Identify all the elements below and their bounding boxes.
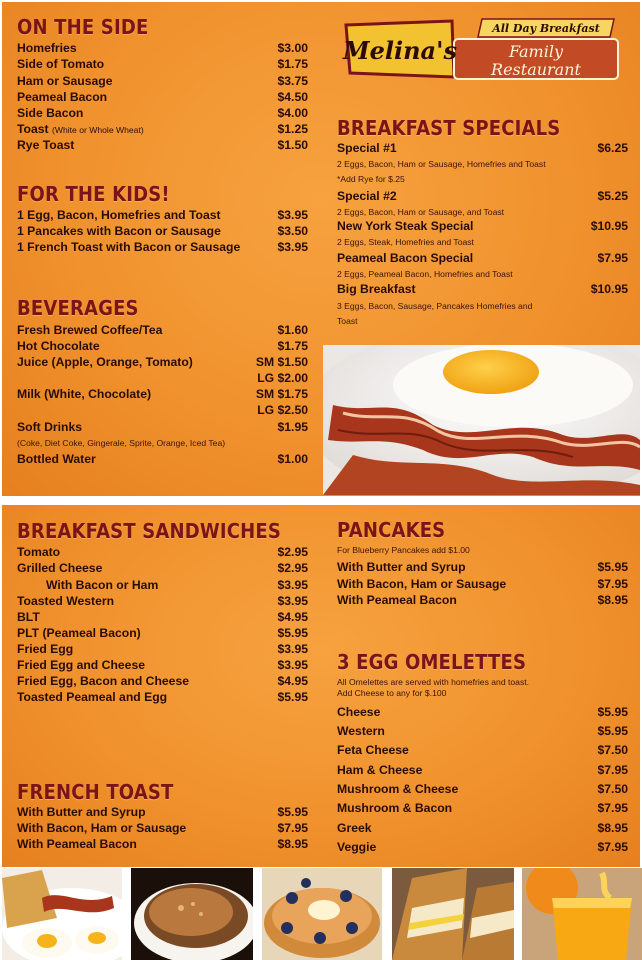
pancakes-note: For Blueberry Pancakes add $1.00 xyxy=(337,545,470,555)
item-price: $3.95 xyxy=(277,240,308,254)
beverages-heading: BEVERAGES xyxy=(17,296,139,320)
list-item: Side Bacon xyxy=(17,106,84,120)
item-price: $1.50 xyxy=(277,138,308,152)
item-price: $7.95 xyxy=(597,840,628,854)
list-item: Big Breakfast xyxy=(337,282,416,296)
logo-tagline: All Day Breakfast xyxy=(492,22,600,35)
list-item: Toasted Peameal and Egg xyxy=(17,690,168,704)
logo-line1: Family xyxy=(509,42,563,61)
list-item: Rye Toast xyxy=(17,138,75,152)
bacon-and-eggs-photo xyxy=(2,868,122,960)
item-price: $7.95 xyxy=(277,821,308,835)
item-description: *Add Rye for $.25 xyxy=(337,174,405,184)
list-item: Mushroom & Cheese xyxy=(337,782,459,796)
list-item: Western xyxy=(337,724,385,738)
item-price: $7.95 xyxy=(597,577,628,591)
blueberry-pancakes-photo xyxy=(262,868,382,960)
grilled-sandwich-photo xyxy=(392,868,514,960)
list-item: Special #1 xyxy=(337,141,397,155)
item-price: $3.95 xyxy=(277,578,308,592)
item-price: $8.95 xyxy=(597,593,628,607)
item-price: $10.95 xyxy=(590,219,628,233)
logo-name: Melina's xyxy=(343,36,457,65)
coffee-cup-photo xyxy=(131,868,253,960)
list-item: Peameal Bacon Special xyxy=(337,251,474,265)
list-item: Special #2 xyxy=(337,189,397,203)
item-price: $5.95 xyxy=(597,560,628,574)
omelettes-note: All Omelettes are served with homefries and toast. xyxy=(337,677,530,687)
item-price: $1.25 xyxy=(277,122,308,136)
list-item: With Peameal Bacon xyxy=(17,837,137,851)
list-item: Fried Egg and Cheese xyxy=(17,658,145,672)
item-price: $6.25 xyxy=(597,141,628,155)
item-price-large: LG $2.50 xyxy=(257,403,308,417)
item-price-large: LG $2.00 xyxy=(257,371,308,385)
list-item: Fresh Brewed Coffee/Tea xyxy=(17,323,163,337)
omelettes-heading: 3 EGG OMELETTES xyxy=(337,650,527,674)
item-price: $7.50 xyxy=(597,782,628,796)
list-item: Cheese xyxy=(337,705,381,719)
list-item: With Peameal Bacon xyxy=(337,593,457,607)
list-item: 1 French Toast with Bacon or Sausage xyxy=(17,240,241,254)
item-price: $7.50 xyxy=(597,743,628,757)
list-item: Fried Egg, Bacon and Cheese xyxy=(17,674,190,688)
list-item: With Bacon, Ham or Sausage xyxy=(337,577,507,591)
item-price: $1.60 xyxy=(277,323,308,337)
pancakes-heading: PANCAKES xyxy=(337,518,446,542)
item-price: $3.95 xyxy=(277,658,308,672)
item-price: $3.95 xyxy=(277,594,308,608)
list-item: Ham or Sausage xyxy=(17,74,113,88)
list-item: New York Steak Special xyxy=(337,219,474,233)
item-price: SM $1.75 xyxy=(255,387,308,401)
list-item: PLT (Peameal Bacon) xyxy=(17,626,141,640)
list-item: 1 Pancakes with Bacon or Sausage xyxy=(17,224,221,238)
list-item: Milk (White, Chocolate) xyxy=(17,387,152,401)
list-item: Juice (Apple, Orange, Tomato) xyxy=(17,355,193,369)
breakfast-sandwiches-heading: BREAKFAST SANDWICHES xyxy=(17,519,282,543)
item-price: $8.95 xyxy=(597,821,628,835)
item-price: $3.75 xyxy=(277,74,308,88)
list-item: Hot Chocolate xyxy=(17,339,100,353)
item-price: $3.95 xyxy=(277,208,308,222)
list-item: Fried Egg xyxy=(17,642,74,656)
item-price: $3.95 xyxy=(277,642,308,656)
list-item: 1 Egg, Bacon, Homefries and Toast xyxy=(17,208,221,222)
bacon-and-eggs-photo xyxy=(323,345,640,495)
item-price: $4.00 xyxy=(277,106,308,120)
item-description: Toast xyxy=(337,316,358,326)
list-item: Peameal Bacon xyxy=(17,90,108,104)
list-item xyxy=(17,122,144,136)
item-note: (Coke, Diet Coke, Gingerale, Sprite, Orange, Iced Tea) xyxy=(17,438,226,448)
item-price: $7.95 xyxy=(597,251,628,265)
list-item: With Bacon, Ham or Sausage xyxy=(17,821,187,835)
item-price: $2.95 xyxy=(277,561,308,575)
item-note: (White or Whole Wheat) xyxy=(52,125,144,135)
french-toast-heading: FRENCH TOAST xyxy=(17,780,174,804)
list-item: With Butter and Syrup xyxy=(17,805,146,819)
omelettes-note: Add Cheese to any for $.100 xyxy=(337,688,447,698)
item-price: $5.95 xyxy=(597,724,628,738)
list-item: Ham & Cheese xyxy=(337,763,423,777)
item-price: $8.95 xyxy=(277,837,308,851)
list-item: Toasted Western xyxy=(17,594,115,608)
item-price: $5.95 xyxy=(597,705,628,719)
list-item: With Bacon or Ham xyxy=(46,578,159,592)
list-item: Mushroom & Bacon xyxy=(337,801,453,815)
item-name: Toast xyxy=(17,122,49,136)
item-price: $5.95 xyxy=(277,690,308,704)
list-item: BLT xyxy=(17,610,40,624)
item-description: 2 Eggs, Peameal Bacon, Homefries and Toast xyxy=(337,269,513,279)
list-item: With Butter and Syrup xyxy=(337,560,466,574)
list-item: Side of Tomato xyxy=(17,57,105,71)
item-price: $7.95 xyxy=(597,763,628,777)
list-item: Tomato xyxy=(17,545,61,559)
item-description: 3 Eggs, Bacon, Sausage, Pancakes Homefries and xyxy=(337,301,533,311)
logo-line2: Restaurant xyxy=(491,60,581,79)
for-the-kids-heading: FOR THE KIDS! xyxy=(17,182,170,206)
item-price: $1.75 xyxy=(277,57,308,71)
item-description: 2 Eggs, Steak, Homefries and Toast xyxy=(337,237,474,247)
item-price: $3.50 xyxy=(277,224,308,238)
list-item: Bottled Water xyxy=(17,452,96,466)
list-item: Feta Cheese xyxy=(337,743,409,757)
item-description: 2 Eggs, Bacon, Ham or Sausage, and Toast xyxy=(337,207,505,217)
item-price: $4.95 xyxy=(277,610,308,624)
item-price: $5.95 xyxy=(277,626,308,640)
item-price: $5.25 xyxy=(597,189,628,203)
item-price: $4.50 xyxy=(277,90,308,104)
orange-juice-photo xyxy=(522,868,642,960)
on-the-side-heading: ON THE SIDE xyxy=(17,15,149,39)
item-price: SM $1.50 xyxy=(255,355,308,369)
list-item: Soft Drinks xyxy=(17,420,83,434)
item-price: $5.95 xyxy=(277,805,308,819)
item-price: $4.95 xyxy=(277,674,308,688)
item-price: $1.00 xyxy=(277,452,308,466)
item-price: $1.95 xyxy=(277,420,308,434)
item-price: $7.95 xyxy=(597,801,628,815)
list-item: Greek xyxy=(337,821,372,835)
item-price: $2.95 xyxy=(277,545,308,559)
list-item: Homefries xyxy=(17,41,77,55)
item-price: $3.00 xyxy=(277,41,308,55)
item-price: $1.75 xyxy=(277,339,308,353)
item-description: 2 Eggs, Bacon, Ham or Sausage, Homefries and Toast xyxy=(337,159,546,169)
list-item: Veggie xyxy=(337,840,377,854)
item-price: $10.95 xyxy=(590,282,628,296)
restaurant-logo xyxy=(342,17,622,83)
list-item: Grilled Cheese xyxy=(17,561,103,575)
breakfast-specials-heading: BREAKFAST SPECIALS xyxy=(337,116,561,140)
